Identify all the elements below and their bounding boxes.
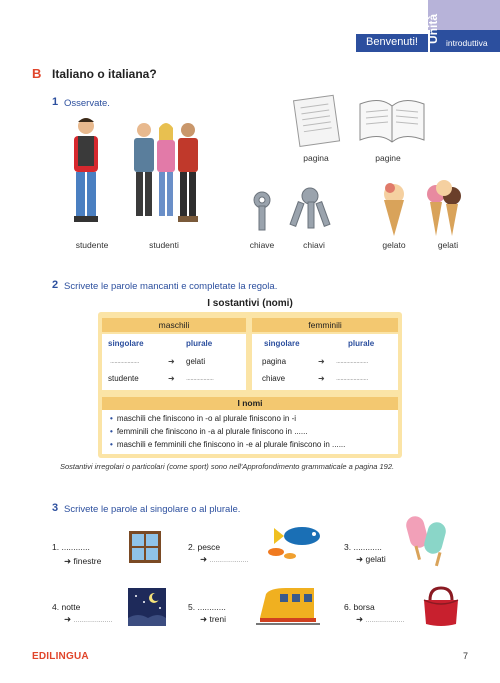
- blank-f2-plurale[interactable]: ......................: [336, 375, 368, 382]
- publisher-logo: EDILINGUA: [32, 651, 89, 662]
- books-illustration: [290, 92, 430, 147]
- caption-studenti: studenti: [149, 240, 179, 250]
- blank-m2-plurale[interactable]: ...................: [186, 375, 214, 382]
- ex1-instruction: Osservate.: [64, 98, 110, 109]
- page-number: 7: [463, 651, 469, 661]
- arrow-icon: ➜: [168, 357, 175, 366]
- m-plurale-head: plurale: [186, 339, 213, 348]
- f-plurale-head: plurale: [348, 339, 375, 348]
- ex3-item-2-bottom[interactable]: ➜ ....................: [200, 554, 249, 564]
- caption-studente: studente: [75, 240, 109, 250]
- ex3-instruction: Scrivete le parole al singolare o al plurale.: [64, 504, 241, 515]
- header-welcome: Benvenuti!: [366, 36, 418, 48]
- caption-pagine: pagine: [375, 153, 401, 163]
- caption-gelato: gelato: [382, 240, 406, 250]
- students-illustration: [64, 112, 214, 232]
- f-singolare-head: singolare: [264, 339, 300, 348]
- f1-singolare: pagina: [262, 357, 287, 366]
- rule-3: • maschili e femminili che finiscono in -e al plurale finiscono in ......: [110, 440, 346, 449]
- caption-chiavi: chiavi: [303, 240, 325, 250]
- blank-f1-plurale[interactable]: ......................: [336, 358, 368, 365]
- m2-singolare: studente: [108, 374, 139, 383]
- fish-image: [256, 522, 328, 562]
- ex3-item-1-bottom: ➜ finestre: [64, 556, 102, 566]
- night-image: [128, 588, 166, 626]
- arrow-icon: ➜: [318, 357, 325, 366]
- ex3-item-1-top[interactable]: 1. ............: [52, 542, 90, 552]
- ex3-item-4-top: 4. notte: [52, 602, 81, 612]
- ex2-instruction: Scrivete le parole mancanti e completate la regola.: [64, 281, 278, 292]
- caption-pagina: pagina: [303, 153, 329, 163]
- section-letter: B: [32, 66, 42, 81]
- ex2-number: 2: [52, 279, 59, 291]
- rule-1: • maschili che finiscono in -o al plurale finiscono in -i: [110, 414, 297, 423]
- blank-m1-singolare[interactable]: ....................: [110, 358, 139, 365]
- student-figure: [74, 118, 98, 222]
- ex3-item-5-top[interactable]: 5. ............: [188, 602, 226, 612]
- handbag-image: [420, 584, 462, 628]
- ex3-item-3-bottom: ➜ gelati: [356, 554, 386, 564]
- unit-name: introduttiva: [446, 38, 488, 48]
- section-title: Italiano o italiana?: [52, 67, 157, 81]
- ice-cream-illustration: [376, 178, 472, 240]
- rule-2: • femminili che finiscono in -a al plurale finiscono in ......: [110, 427, 308, 436]
- window-image: [128, 530, 162, 564]
- ex1-number: 1: [52, 96, 59, 108]
- caption-chiave: chiave: [249, 240, 275, 250]
- ex3-item-6-top: 6. borsa: [344, 602, 375, 612]
- ex3-item-5-bottom: ➜ treni: [200, 614, 227, 624]
- train-image: [256, 584, 320, 628]
- ex3-item-6-bottom[interactable]: ➜ ....................: [356, 614, 405, 624]
- arrow-icon: ➜: [168, 374, 175, 383]
- ex3-item-3-top[interactable]: 3. ............: [344, 542, 382, 552]
- unit-label: Unità: [426, 14, 440, 44]
- col-head-maschili: maschili: [102, 318, 246, 332]
- ex3-number: 3: [52, 502, 59, 514]
- ex3-item-2-top: 2. pesce: [188, 542, 221, 552]
- caption-gelati: gelati: [437, 240, 459, 250]
- grammar-table-title: I sostantivi (nomi): [207, 298, 293, 309]
- ex3-item-4-bottom[interactable]: ➜ ....................: [64, 614, 113, 624]
- col-head-femminili: femminili: [252, 318, 398, 332]
- grammar-note: Sostantivi irregolari o particolari (come sport) sono nell'Approfondimento grammaticale a pagina 192.: [60, 462, 395, 471]
- nomi-heading: I nomi: [102, 397, 398, 410]
- keys-illustration: [248, 186, 344, 236]
- arrow-icon: ➜: [318, 374, 325, 383]
- popsicles-image: [402, 512, 458, 568]
- f2-singolare: chiave: [262, 374, 286, 383]
- m1-plurale: gelati: [186, 357, 206, 366]
- m-singolare-head: singolare: [108, 339, 144, 348]
